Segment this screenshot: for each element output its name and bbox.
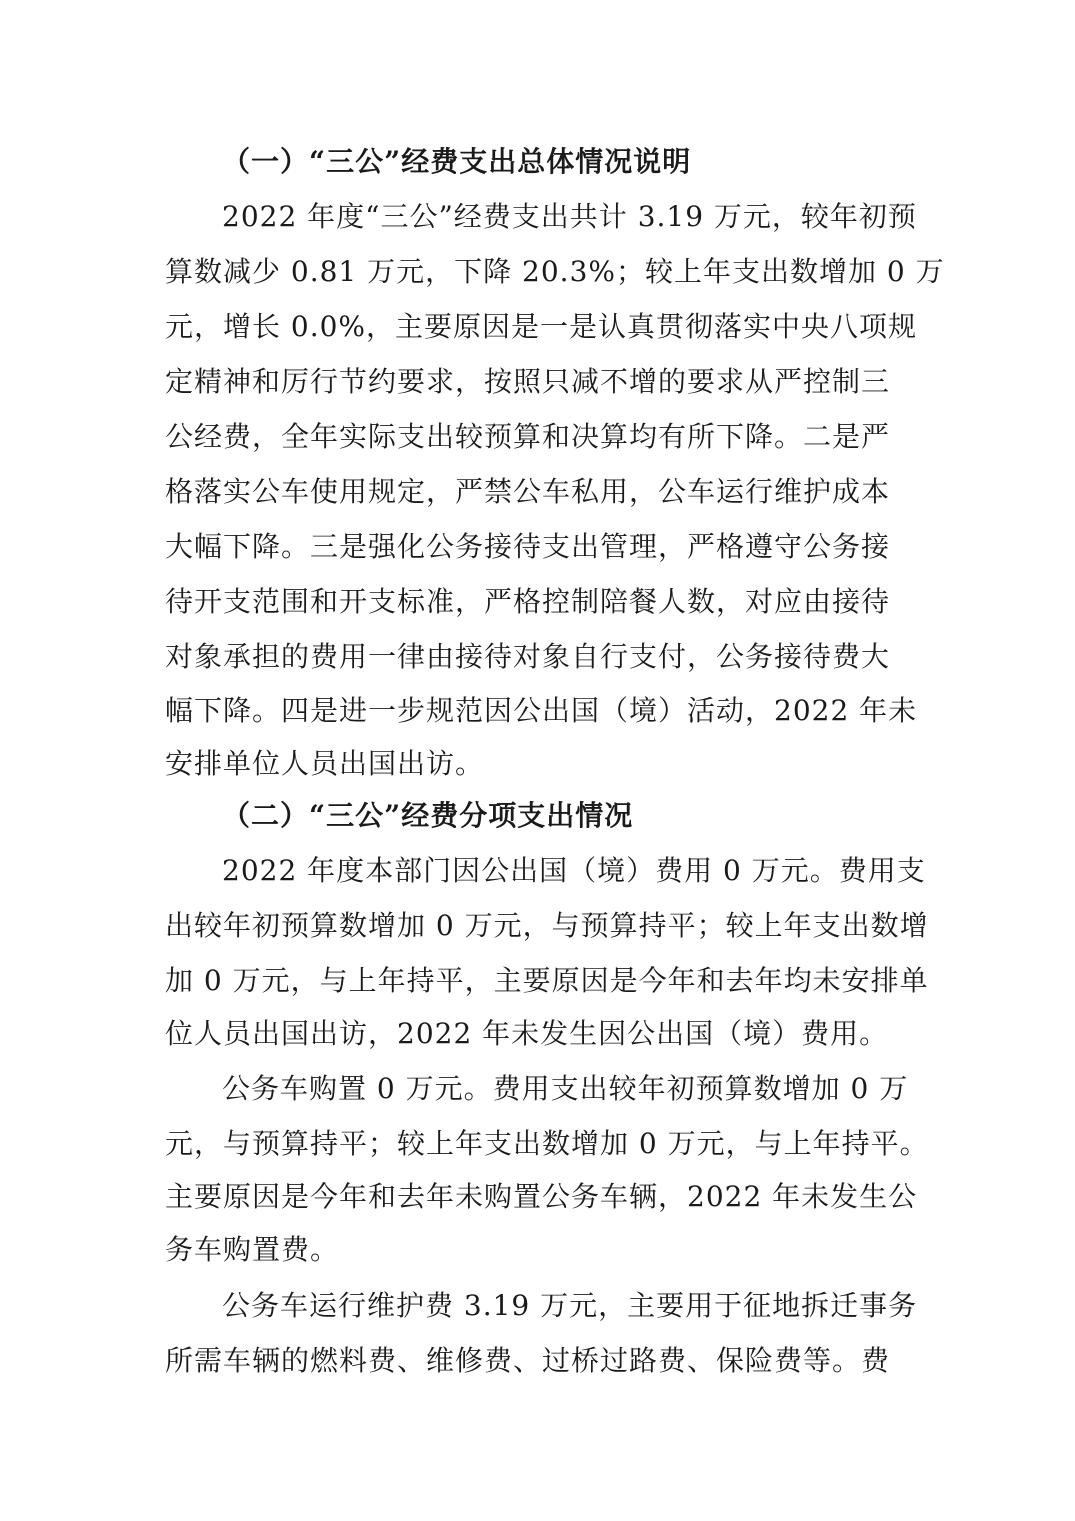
- paragraph-line: 定精神和厉行节约要求，按照只减不增的要求从严控制三: [165, 365, 891, 398]
- paragraph-line: 待开支范围和开支标准，严格控制陪餐人数，对应由接待: [165, 585, 891, 618]
- paragraph-line: 2022 年度本部门因公出国（境）费用 0 万元。费用支: [222, 854, 926, 887]
- paragraph-line: 幅下降。四是进一步规范因公出国（境）活动，2022 年未: [165, 694, 918, 727]
- paragraph-line: 元，与预算持平；较上年支出数增加 0 万元，与上年持平。: [165, 1127, 929, 1160]
- paragraph-line: 算数减少 0.81 万元，下降 20.3%；较上年支出数增加 0 万: [165, 255, 945, 288]
- paragraph-line: 公务车运行维护费 3.19 万元，主要用于征地拆迁事务: [222, 1289, 918, 1322]
- paragraph-line: 2022 年度“三公”经费支出共计 3.19 万元，较年初预: [222, 200, 917, 233]
- paragraph-line: 加 0 万元，与上年持平，主要原因是今年和去年均未安排单: [165, 964, 929, 997]
- paragraph-line: 出较年初预算数增加 0 万元，与预算持平；较上年支出数增: [165, 909, 929, 942]
- section-heading-overview: （一）“三公”经费支出总体情况说明: [222, 145, 692, 178]
- paragraph-line: 大幅下降。三是强化公务接待支出管理，严格遵守公务接: [165, 530, 891, 563]
- section-heading-breakdown: （二）“三公”经费分项支出情况: [222, 799, 634, 832]
- paragraph-line: 格落实公车使用规定，严禁公车私用，公车运行维护成本: [165, 475, 891, 508]
- paragraph-line: 公经费，全年实际支出较预算和决算均有所下降。二是严: [165, 420, 891, 453]
- paragraph-line: 位人员出国出访，2022 年未发生因公出国（境）费用。: [165, 1017, 889, 1050]
- paragraph-line: 安排单位人员出国出访。: [165, 747, 485, 780]
- paragraph-line: 务车购置费。: [165, 1233, 340, 1266]
- paragraph-line: 对象承担的费用一律由接待对象自行支付，公务接待费大: [165, 640, 891, 673]
- paragraph-line: 元，增长 0.0%，主要原因是一是认真贯彻落实中央八项规: [165, 310, 918, 343]
- paragraph-line: 主要原因是今年和去年未购置公务车辆，2022 年未发生公: [165, 1180, 918, 1213]
- paragraph-line: 所需车辆的燃料费、维修费、过桥过路费、保险费等。费: [165, 1344, 891, 1377]
- paragraph-line: 公务车购置 0 万元。费用支出较年初预算数增加 0 万: [222, 1072, 909, 1105]
